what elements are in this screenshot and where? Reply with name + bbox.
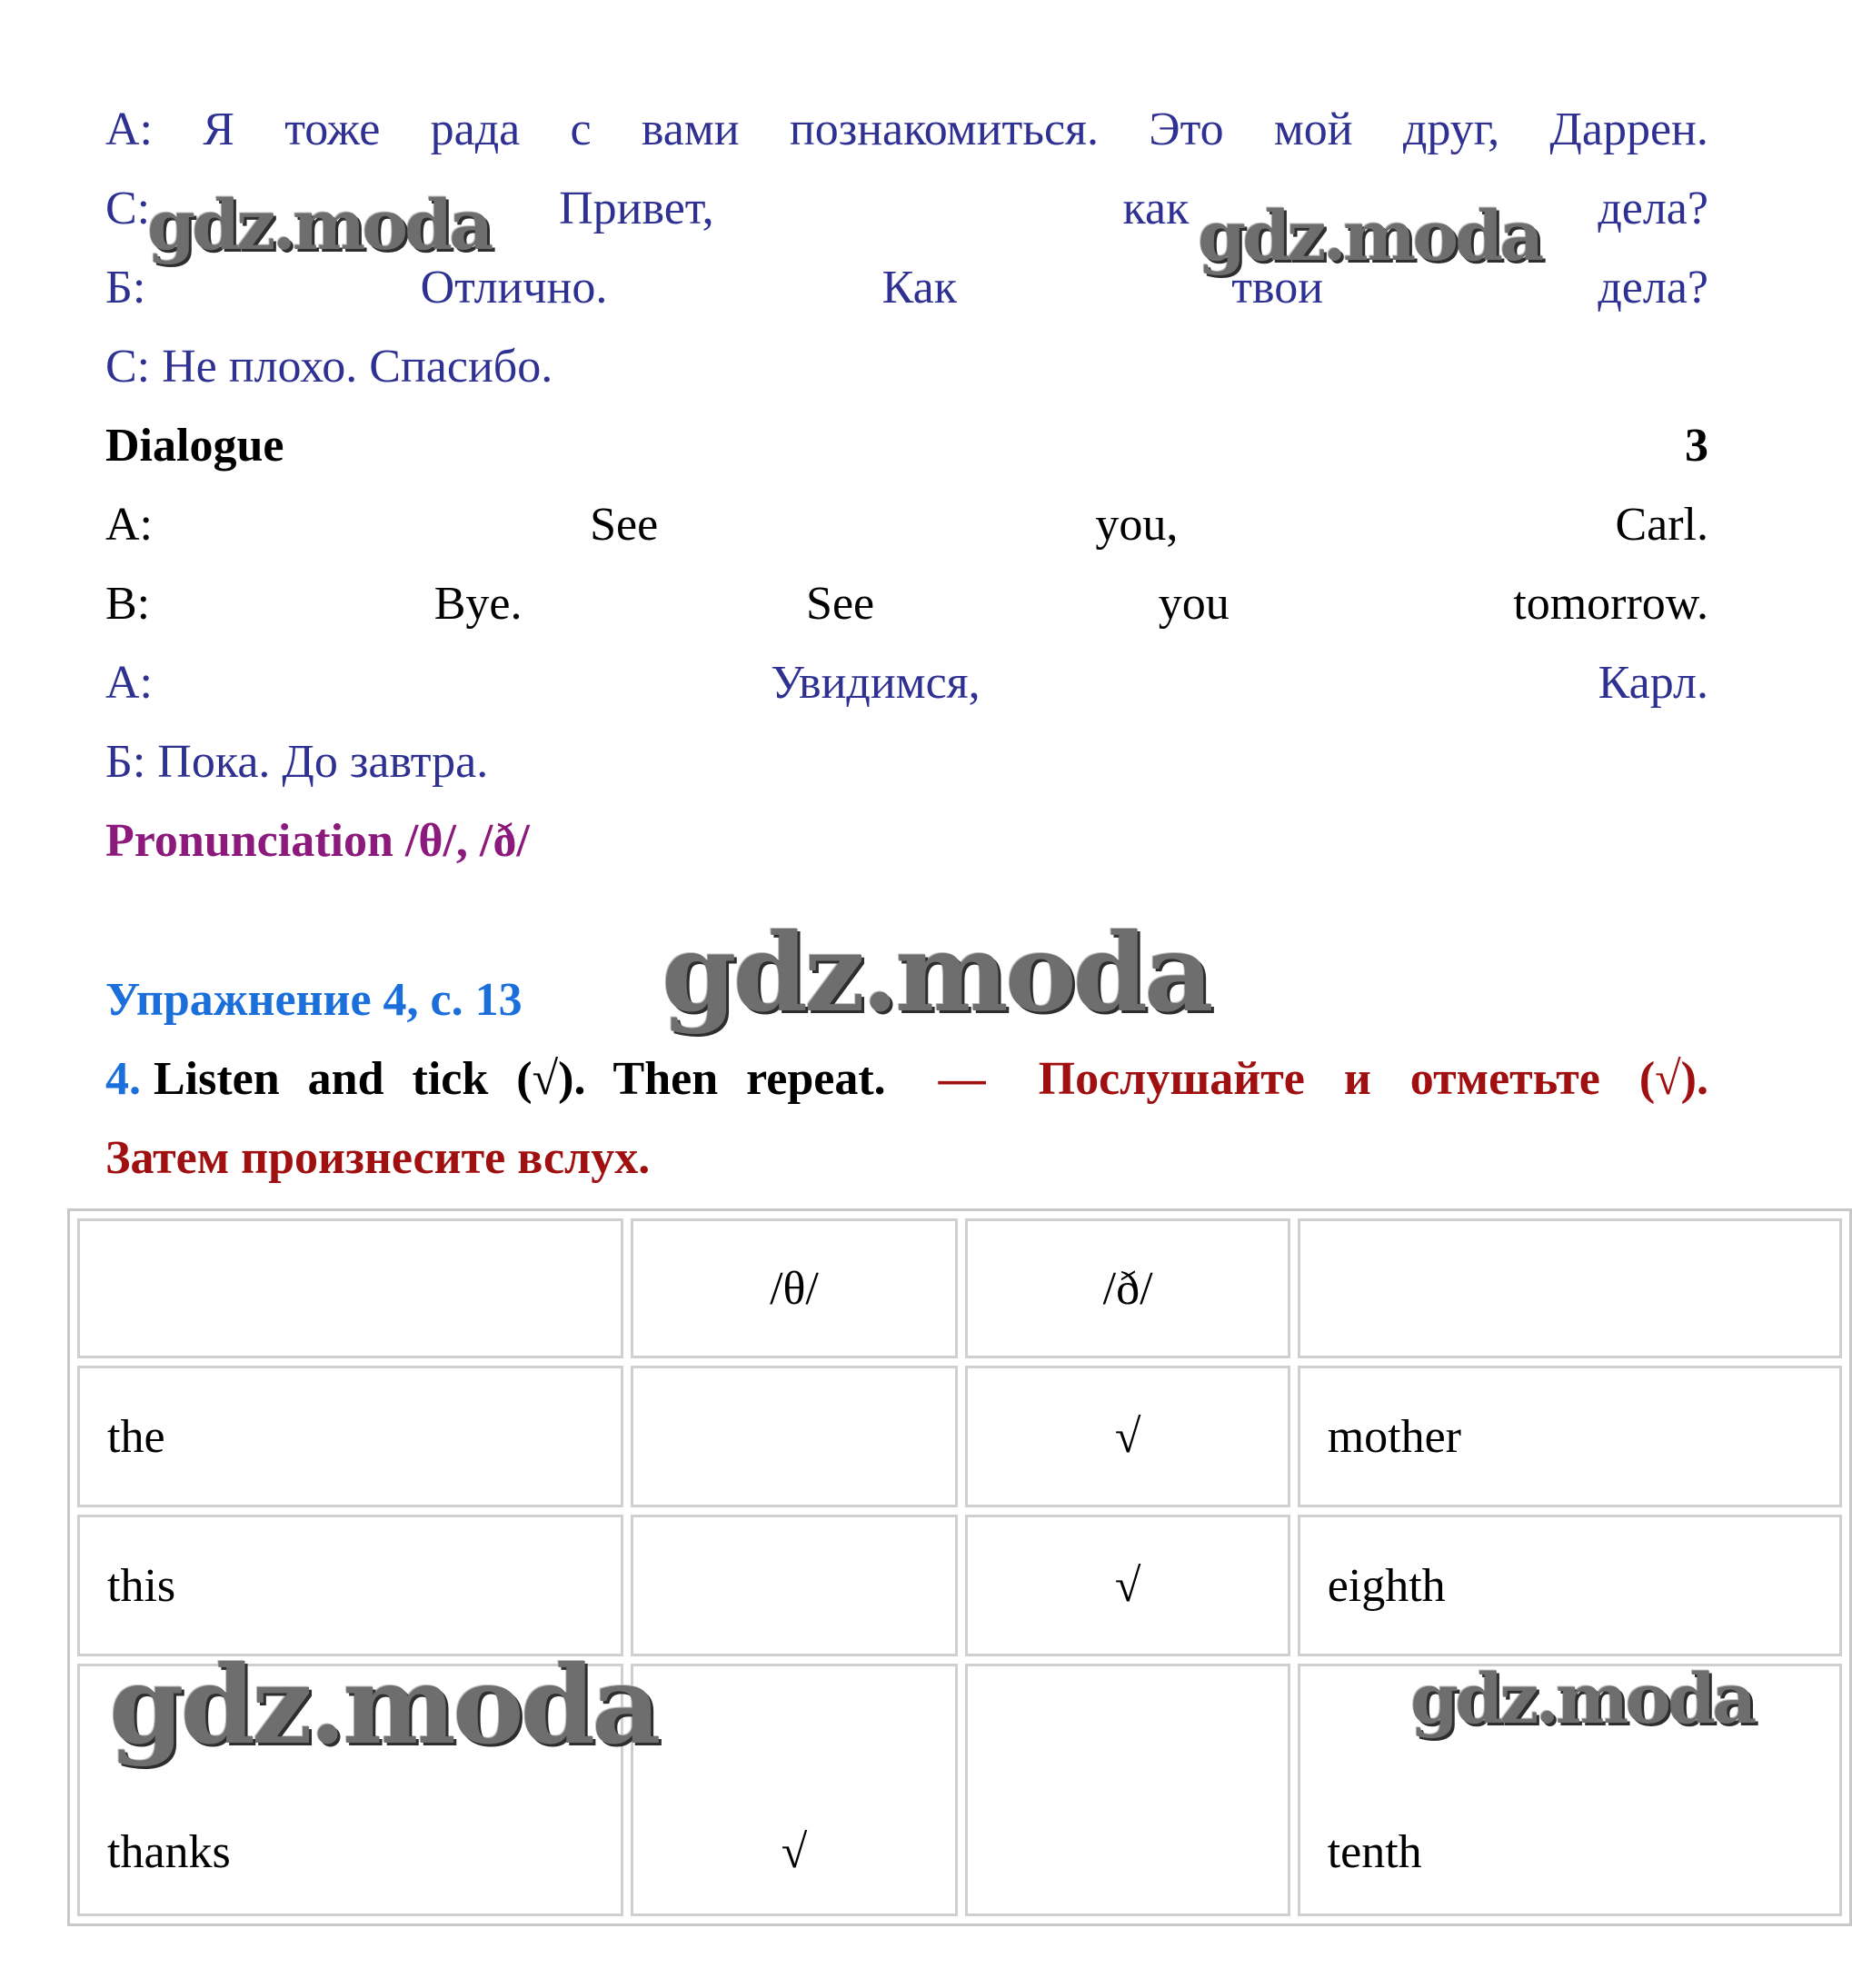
table-cell: this — [77, 1515, 623, 1656]
heading-number: 3 — [1685, 420, 1708, 472]
phonetics-table — [67, 1208, 1852, 1926]
line-text: С: Не плохо. Спасибо. — [105, 341, 553, 393]
word: Даррен. — [1549, 104, 1708, 155]
word: твои — [1231, 262, 1324, 313]
word: Карл. — [1598, 657, 1708, 709]
table-cell — [1298, 1218, 1842, 1358]
instruction-ru-2: Затем произнесите вслух. — [105, 1132, 651, 1184]
word: A: — [105, 499, 153, 551]
instruction-ru-1: Послушайте и отметьте (√). — [1038, 1053, 1708, 1105]
table-cell: tenth — [1298, 1664, 1842, 1916]
word: See — [806, 578, 875, 630]
table-row — [77, 1366, 1842, 1507]
table-cell: thanks — [77, 1664, 623, 1916]
word: С: — [105, 183, 151, 234]
pronunciation-heading — [105, 810, 1708, 873]
watermark-logo: gdz.moda — [109, 1642, 658, 1768]
tick-cell — [631, 1515, 959, 1656]
word: tomorrow. — [1513, 578, 1708, 630]
word: мой — [1273, 104, 1353, 155]
word: See — [590, 499, 659, 551]
word: B: — [105, 578, 151, 630]
word: Я — [203, 104, 234, 155]
word: как — [1122, 183, 1190, 234]
translation-line-c2 — [105, 335, 1708, 399]
watermark-logo: gdz.moda — [662, 910, 1210, 1036]
exercise-instruction — [105, 1048, 1708, 1111]
table-cell: mother — [1298, 1366, 1842, 1507]
word: you, — [1095, 499, 1179, 551]
dialogue-heading — [105, 414, 1708, 478]
table-cell: the — [77, 1366, 623, 1507]
word: Отлично. — [420, 262, 608, 313]
instruction-words — [154, 1048, 1708, 1111]
table-cell — [77, 1218, 623, 1358]
word: тоже — [284, 104, 381, 155]
table-header-row — [77, 1218, 1842, 1358]
word: Б: — [105, 262, 146, 313]
tick-cell — [965, 1664, 1289, 1916]
tick-cell: √ — [965, 1515, 1289, 1656]
word: Привет, — [559, 183, 714, 234]
word: А: — [105, 104, 153, 155]
word: рада — [430, 104, 521, 155]
word: дела? — [1598, 183, 1708, 234]
translation-line-a3 — [105, 651, 1708, 715]
word: А: — [105, 657, 153, 709]
instruction-en: Listen and tick (√). Then repeat. — [154, 1053, 886, 1105]
watermark-logo: gdz.moda — [147, 184, 491, 265]
tick-cell — [631, 1366, 959, 1507]
word: Как — [881, 262, 957, 313]
table-row — [77, 1515, 1842, 1656]
word: дела? — [1598, 262, 1708, 313]
heading-text: Pronunciation /θ/, /ð/ — [105, 815, 530, 867]
tick-cell: √ — [965, 1366, 1289, 1507]
watermark-logo: gdz.moda — [1410, 1658, 1754, 1739]
dialogue-line-b — [105, 572, 1708, 636]
title-text: Упражнение 4, с. 13 — [105, 974, 523, 1026]
table-header-eth: /ð/ — [965, 1218, 1289, 1358]
dialogue-line-a — [105, 493, 1708, 557]
watermark-logo: gdz.moda — [1198, 195, 1541, 276]
exercise-instruction-cont — [105, 1127, 1708, 1190]
exercise-number: 4. — [105, 1053, 141, 1105]
table-cell: eighth — [1298, 1515, 1842, 1656]
word: you — [1158, 578, 1230, 630]
word: познакомиться. — [789, 104, 1099, 155]
word: Увидимся, — [771, 657, 981, 709]
dash: — — [938, 1053, 986, 1105]
table-header-theta: /θ/ — [631, 1218, 959, 1358]
tick-cell: √ — [631, 1664, 959, 1916]
word: Bye. — [433, 578, 523, 630]
word: Carl. — [1615, 499, 1708, 551]
word: Это — [1149, 104, 1224, 155]
heading-word: Dialogue — [105, 420, 284, 472]
word: вами — [641, 104, 740, 155]
translation-line-a — [105, 98, 1708, 162]
translation-line-b3 — [105, 731, 1708, 794]
line-text: Б: Пока. До завтра. — [105, 736, 489, 788]
word: друг, — [1402, 104, 1500, 155]
word: с — [570, 104, 592, 155]
